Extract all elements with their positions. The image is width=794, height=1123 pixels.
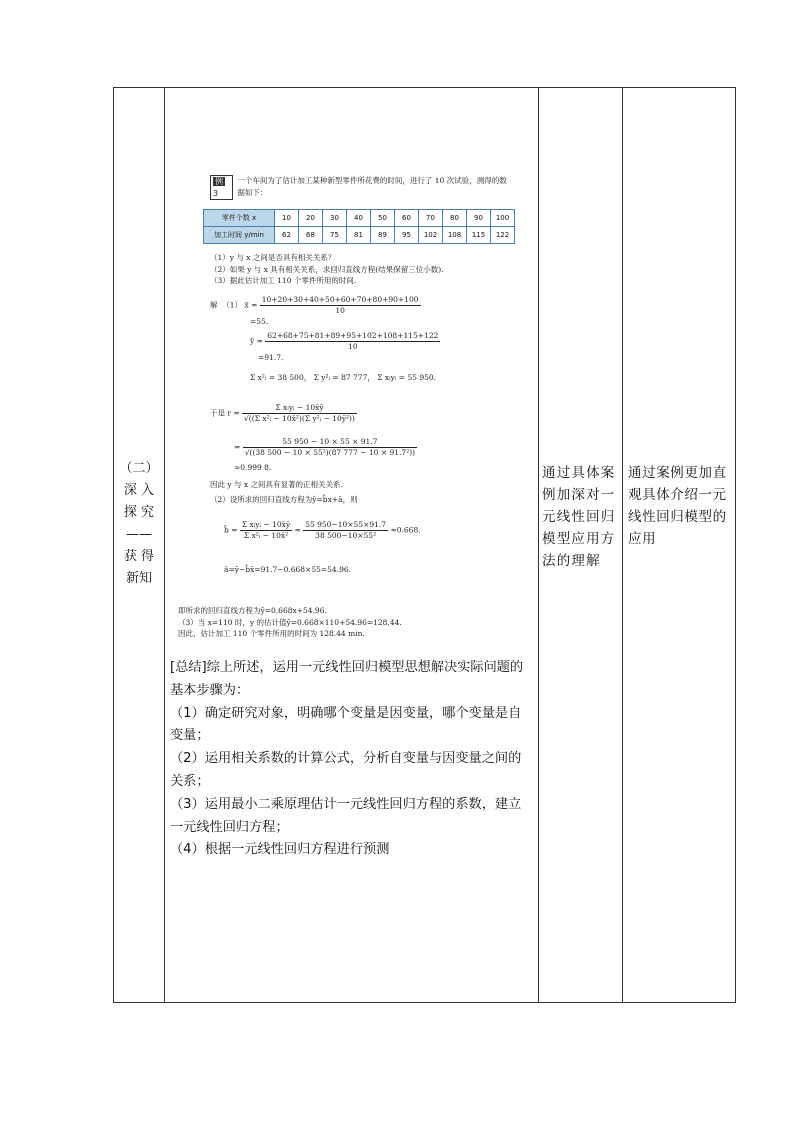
r-line <box>210 403 357 424</box>
a-line: â=ȳ−b̂x̄=91.7−0.668×55=54.96. <box>224 565 352 574</box>
ybar-fraction: $\frac{62+68+75+81+89+95+102+108+115+122}{10}$ <box>267 331 439 351</box>
table-header-cell: 加工时间 y/min <box>204 227 275 244</box>
stage-line: 深 入 <box>123 483 155 498</box>
part2-line: （2）设所求的回归直线方程为ŷ=b̂x+â，则 <box>210 495 358 504</box>
summary-step: （1）确定研究对象，明确哪个变量是因变量，哪个变量是自变量； <box>170 705 522 744</box>
summary-step: （3）运用最小二乘原理估计一元线性回归方程的系数，建立一元线性回归方程； <box>170 796 522 835</box>
equals-sign: = <box>294 525 301 535</box>
ybar-label: ȳ = <box>250 336 263 346</box>
table-cell: 20 <box>299 210 323 227</box>
stage-line: 探 究 <box>123 505 155 520</box>
table-cell: 80 <box>443 210 467 227</box>
b-label: b̂ = <box>224 525 238 535</box>
table-row <box>204 227 515 244</box>
table-cell: 89 <box>371 227 395 244</box>
result-line: （3）当 x=110 时，y 的估计值ŷ=0.668×110+54.96=128.44. <box>178 617 402 627</box>
table-cell: 40 <box>347 210 371 227</box>
example-intro-text: 一个车间为了估计加工某种新型零件所花费的时间，进行了 10 次试验，测得的数据如下： <box>237 176 507 197</box>
xbar-line <box>210 295 421 316</box>
table-cell: 108 <box>443 227 467 244</box>
table-header-cell: 零件个数 x <box>204 210 275 227</box>
stage-line: （二） <box>119 461 159 476</box>
table-cell: 30 <box>323 210 347 227</box>
ybar-line <box>250 331 440 352</box>
r-fraction: $\frac{\text{Σ xᵢyᵢ − 10x̄ȳ}}{\text{√((Σ x²ᵢ − 10x̄²)(Σ y²ᵢ − 10ȳ²))}}$ <box>244 403 355 423</box>
equals-sign: = <box>234 442 241 452</box>
r-label: 于是 r = <box>210 408 240 418</box>
question-item: （2）如果 y 与 x 具有相关关系，求回归直线方程(结果保留三位小数). <box>210 264 444 274</box>
example-tag: 例3 <box>210 175 233 200</box>
part-label: （1） <box>222 300 243 310</box>
table-cell: 95 <box>395 227 419 244</box>
design-intent-text: 通过案例更加直观具体介绍一元线性回归模型的应用 <box>628 465 727 547</box>
b-line <box>224 520 421 541</box>
summary-step: （4）根据一元线性回归方程进行预测 <box>170 842 390 858</box>
r-value-fraction: $\frac{55 950 - 10 \times 55 \times 91.7}{\text{√((38 500 − 10 × 55²)(87 777 − 10 × 91.7²))}}$ <box>244 437 416 457</box>
r-value-line <box>234 437 417 458</box>
example-questions <box>210 252 520 287</box>
summary-block <box>170 657 532 862</box>
summary-step: （2）运用相关系数的计算公式，分析自变量与因变量之间的关系； <box>170 751 522 789</box>
b-fraction: $\frac{\text{Σ xᵢyᵢ − 10x̄ȳ}}{\text{Σ x²ᵢ − 10x̄²}}$ <box>241 520 291 540</box>
ybar-result: =91.7. <box>258 353 284 362</box>
result-block <box>178 605 508 640</box>
sums-line: Σ x²ᵢ = 38 500， Σ y²ᵢ = 87 777， Σ xᵢyᵢ = 55 950. <box>250 373 437 382</box>
xbar-label: x̄ = <box>244 300 258 310</box>
table-cell: 50 <box>371 210 395 227</box>
b-value-fraction: $\frac{55 950-10\times 55\times 91.7}{\text{38 500−10×55²}}$ <box>305 520 387 540</box>
conclusion-line: 因此 y 与 x 之间具有显著的正相关关系. <box>210 480 343 489</box>
stage-line: —— <box>126 527 152 542</box>
table-cell: 10 <box>275 210 299 227</box>
table-cell: 68 <box>299 227 323 244</box>
data-table <box>203 209 515 244</box>
table-cell: 122 <box>491 227 515 244</box>
xbar-result: =55. <box>250 317 269 326</box>
table-row <box>204 210 515 227</box>
xbar-fraction: $\frac{10+20+30+40+50+60+70+80+90+100}{10}$ <box>261 295 419 315</box>
table-cell: 102 <box>419 227 443 244</box>
result-line: 因此，估计加工 110 个零件所用的时间为 128.44 min. <box>178 629 365 638</box>
question-item: （3）据此估计加工 110 个零件所用的时间. <box>210 276 357 285</box>
stage-line: 获 得 <box>123 549 155 564</box>
b-approx: ≈0.668. <box>390 525 421 535</box>
student-activity-text: 通过具体案例加深对一元线性回归模型应用方法的理解 <box>542 465 616 569</box>
question-item: （1）y 与 x 之间是否具有相关关系？ <box>210 253 336 262</box>
table-cell: 70 <box>419 210 443 227</box>
table-cell: 100 <box>491 210 515 227</box>
solution-label: 解 <box>210 300 218 310</box>
r-approx: ≈0.999 8. <box>234 463 272 472</box>
summary-lead: [总结]综上所述，运用一元线性回归模型思想解决实际问题的基本步骤为： <box>170 660 524 698</box>
table-cell: 75 <box>323 227 347 244</box>
stage-line: 新知 <box>125 571 152 586</box>
table-cell: 62 <box>275 227 299 244</box>
stage-label <box>118 458 160 590</box>
example-intro <box>210 175 510 200</box>
table-cell: 60 <box>395 210 419 227</box>
table-cell: 90 <box>467 210 491 227</box>
result-line: 即所求的回归直线方程为ŷ=0.668x+54.96. <box>178 606 327 615</box>
table-cell: 81 <box>347 227 371 244</box>
table-cell: 115 <box>467 227 491 244</box>
